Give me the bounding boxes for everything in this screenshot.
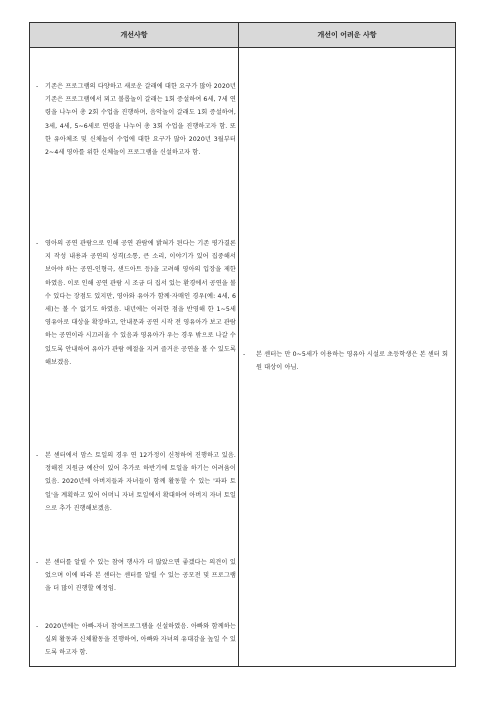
list-item (36, 80, 236, 159)
header-improvements: 개선사항 (30, 23, 239, 48)
table-body-row (30, 48, 456, 667)
bullet-dash: - (36, 83, 39, 90)
evaluation-table (29, 22, 456, 667)
list-item-text: 본 센터를 알릴 수 있는 참여 행사가 더 많았으면 좋겠다는 의견이 있었으며 이에 따라 본 센터는 센터를 알릴 수 있는 공모전 및 프로그램을 더 많이 진행할 예정임. (45, 559, 236, 593)
list-item (243, 348, 453, 374)
list-item-text: 본 센터에서 맘스 토일의 경우 연 12가정이 신청하여 진행하고 있음. 정해진 지원금 예산이 있어 추가로 하반기에 토일을 하기는 어려움이 있음. 2020년에 아버지들과 자녀들이 함께 활동할 수 있는 '파파 토일'을 계획하고 있어 어머니 자녀 토일에서 확대하여 아버지 자녀 토일으로 추가 진행해보겠음. (45, 452, 236, 512)
bullet-dash: - (243, 351, 246, 358)
list-item-text: 영아의 공연 관람으로 인해 공연 관람에 밝혀가 된다는 기존 평가결론지 작성 내용과 공연의 성격(소통, 큰 소리, 이야기가 있어 집중해서 보아야 하는 공연-인형극, 샌드아트 등)을 고려해 영아의 입장을 제한하였음. 이로 인해 공연 관람 시 조금 더 집서 있는 환경에서 공연을 볼 수 있다는 장점도 있지만, 영아와 유아가 함께·자매인 경우(예: 4세, 6세)는 볼 수 없기도 하였음. 내년에는 이러한 점을 반영해 한 1~5세 영유아로 대상을 확장하고, 안내문과 공연 시작 전 영유아가 보고 관람하는 공연이라 시끄러울 수 있음과 영유아가 우는 경우 밖으로 나갈 수 있도록 안내하여 유아가 관람 예절을 지켜 즐거운 공연을 볼 수 있도록 해보겠음. (45, 240, 236, 366)
bullet-dash: - (36, 559, 39, 566)
difficult-cell (239, 48, 456, 667)
table-header-row (30, 23, 456, 48)
header-difficult: 개선이 어려운 사항 (239, 23, 456, 48)
list-item (36, 620, 236, 660)
bullet-dash: - (36, 240, 39, 247)
list-item (36, 449, 236, 515)
list-item (36, 237, 236, 369)
list-item-text: 2020년에는 아빠-자녀 참여프로그램을 신설하였음. 아빠와 함께하는 실외 활동과 신체활동을 진행하여, 아빠와 자녀의 유대감을 높일 수 있도록 하고자 함. (45, 623, 236, 657)
improvements-cell (30, 48, 239, 667)
list-item-text: 기존은 프로그램의 다양하고 새로운 갈래에 대한 요구가 많아 2020년 기존은 프로그램에서 뫼고 볼롭놀이 갈래는 1회 증설하여 6세, 7세 연령을 나누어 총 2회 수업을 진행하며, 음악놀이 갈래도 1회 증설하여, 3세, 4세, 5~6세로 연령을 나누어 총 3회 수업을 진행하고자 함. 또한 유아체조 및 신체놀이 수업에 대한 요구가 많아 2020년 3월부터 2~4세 영아를 위한 신체놀이 프로그램을 신설하고자 함. (45, 83, 236, 157)
bullet-dash: - (36, 452, 39, 459)
list-item (36, 556, 236, 596)
bullet-dash: - (36, 623, 39, 630)
list-item-text: 본 센터는 만 0~5세가 이용하는 영유아 시설로 초등학생은 본 센터 회원 대상이 아님. (256, 351, 449, 372)
